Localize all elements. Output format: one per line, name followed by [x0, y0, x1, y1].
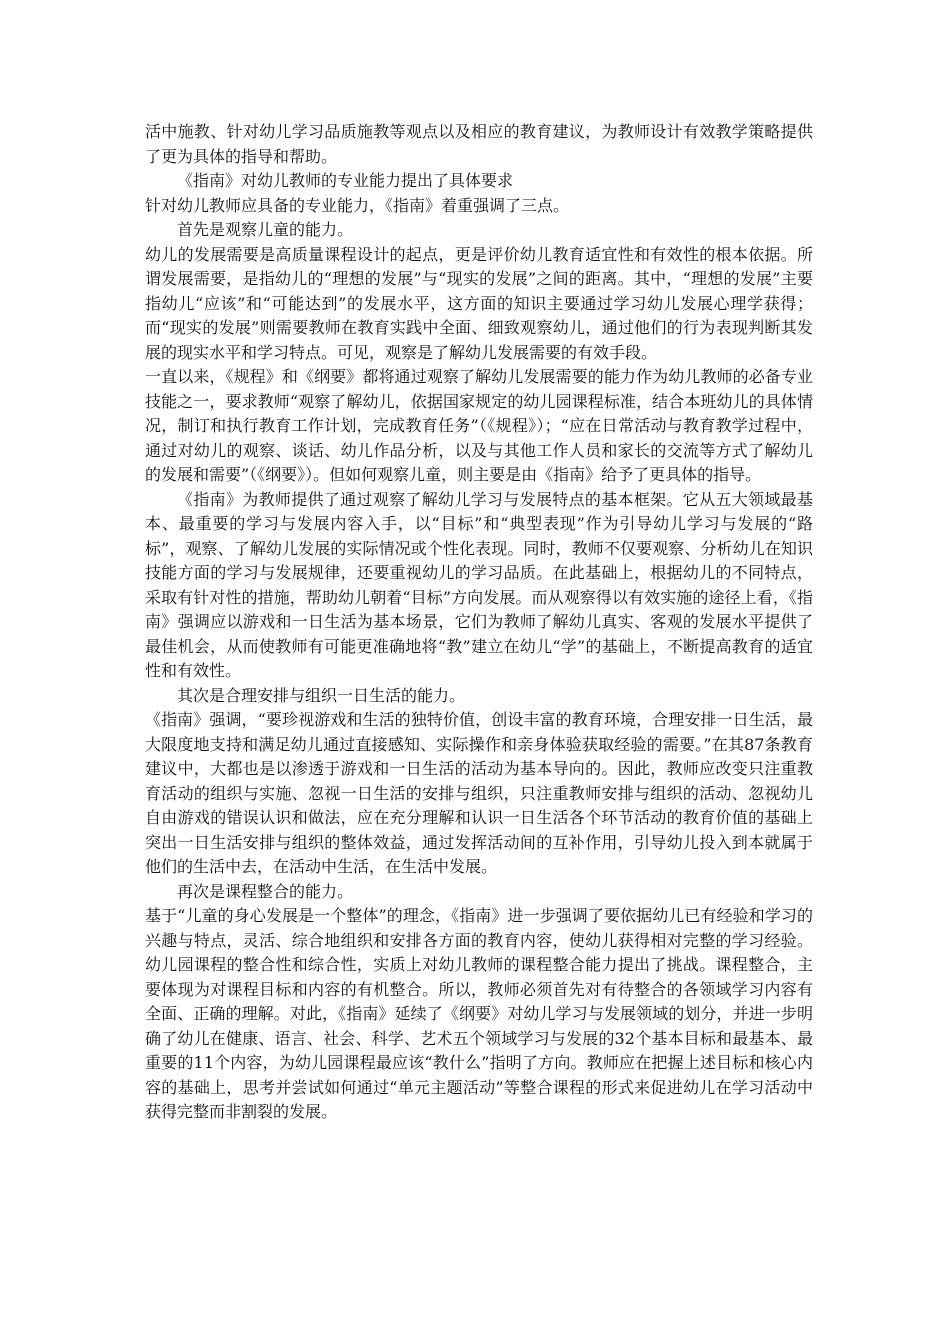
point-heading-daily-life: 其次是合理安排与组织一日生活的能力。 [177, 685, 466, 705]
point-heading-observation: 首先是观察儿童的能力。 [177, 220, 354, 239]
document-body [145, 120, 813, 1125]
paragraph-6: 一直以来，《规程》和《纲要》都将通过观察了解幼儿发展需要的能力作为幼儿教师的必备专业技能之一，要求教师“观察了解幼儿，依据国家规定的幼儿园课程标准，结合本班幼儿的具体情况，制订和执行教育工作计划，完成教育任务”（《规程》）；“应在日常活动与教育教学过程中，通过对幼儿的观察、谈话、幼儿作品分析，以及与其他工作人员和家长的交流等方式了解幼儿的发展和需要”（《纲要》）。但如何观察儿童，则主要是由《指南》给予了更具体的指导。 [145, 367, 813, 484]
paragraph-3: 针对幼儿教师应具备的专业能力，《指南》着重强调了三点。 [145, 195, 570, 215]
point-heading-curriculum: 再次是课程整合的能力。 [177, 881, 354, 901]
paragraph-5: 幼儿的发展需要是高质量课程设计的起点，更是评价幼儿教育适宜性和有效性的根本依据。所谓发展需要，是指幼儿的“理想的发展”与“现实的发展”之间的距离。其中，“理想的发展”主要指幼儿“应该”和“可能达到”的发展水平，这方面的知识主要通过学习幼儿发展心理学获得；而“现实的发展”则需要教师在教育实践中全面、细致观察幼儿，通过他们的行为表现判断其发展的现实水平和学习特点。可见，观察是了解幼儿发展需要的有效手段。 [145, 244, 813, 362]
section-heading-requirements: 《指南》对幼儿教师的专业能力提出了具体要求 [177, 171, 514, 190]
paragraph-11: 基于“儿童的身心发展是一个整体”的理念，《指南》进一步强调了要依据幼儿已有经验和学习的兴趣与特点，灵活、综合地组织和安排各方面的教育内容，使幼儿获得相对完整的学习经验。幼儿园课程的整合性和综合性，实质上对幼儿教师的课程整合能力提出了挑战。课程整合，主要体现为对课程目标和内容的有机整合。所以，教师必须首先对有待整合的各领域学习内容有全面、正确的理解。对此，《指南》延续了《纲要》对幼儿学习与发展领域的划分，并进一步明确了幼儿在健康、语言、社会、科学、艺术五个领域学习与发展的32个基本目标和最基本、最重要的11个内容，为幼儿园课程最应该“教什么”指明了方向。教师应在把握上述目标和核心内容的基础上，思考并尝试如何通过“单元主题活动”等整合课程的形式来促进幼儿在学习活动中获得完整而非割裂的发展。 [145, 906, 813, 1121]
paragraph-7: 《指南》为教师提供了通过观察了解幼儿学习与发展特点的基本框架。它从五大领域最基本、最重要的学习与发展内容入手，以“目标”和“典型表现”作为引导幼儿学习与发展的“路标”，观察、了解幼儿发展的实际情况或个性化表现。同时，教师不仅要观察、分析幼儿在知识技能方面的学习与发展规律，还要重视幼儿的学习品质。在此基础上，根据幼儿的不同特点，采取有针对性的措施，帮助幼儿朝着“目标”方向发展。而从观察得以有效实施的途径上看，《指南》强调应以游戏和一日生活为基本场景，它们为教师了解幼儿真实、客观的发展水平提供了最佳机会，从而使教师有可能更准确地将“教”建立在幼儿“学”的基础上，不断提高教育的适宜性和有效性。 [145, 489, 813, 680]
paragraph-1: 活中施教、针对幼儿学习品质施教等观点以及相应的教育建议，为教师设计有效教学策略提供了更为具体的指导和帮助。 [145, 122, 813, 166]
paragraph-9: 《指南》强调，“要珍视游戏和生活的独特价值，创设丰富的教育环境，合理安排一日生活，最大限度地支持和满足幼儿通过直接感知、实际操作和亲身体验获取经验的需要。”在其87条教育建议中，大都也是以渗透于游戏和一日生活的活动为基本导向的。因此，教师应改变只注重教育活动的组织与实施、忽视一日生活的安排与组织，只注重教师安排与组织的活动、忽视幼儿自由游戏的错误认识和做法，应在充分理解和认识一日生活各个环节活动的教育价值的基础上突出一日生活安排与组织的整体效益，通过发挥活动间的互补作用，引导幼儿投入到本就属于他们的生活中去，在活动中生活，在生活中发展。 [145, 710, 813, 876]
